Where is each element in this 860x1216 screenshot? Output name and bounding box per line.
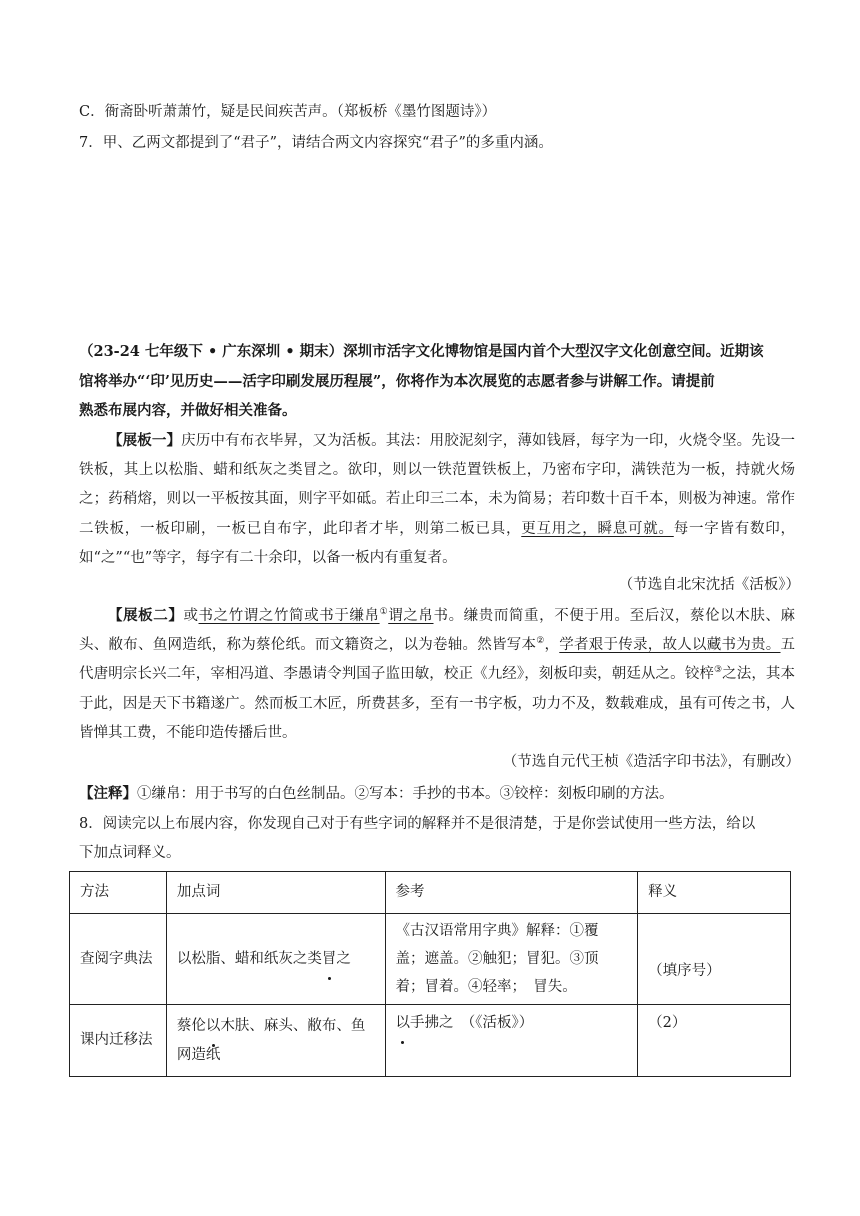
notes-label: 【注释】 <box>79 785 137 802</box>
option-c-line: C．衙斋卧听萧萧竹，疑是民间疾苦声。（郑板桥《墨竹图题诗》） <box>79 104 497 120</box>
row2-word <box>166 1005 385 1077</box>
panel-two-text-b: ， <box>544 637 560 654</box>
panel-one <box>79 426 795 573</box>
panel-one-label: 【展板一】 <box>108 432 182 449</box>
panel-one-text-b: 每一字皆有数印，如“之”“也”等字，每字有二十余印，以备一板内有重复者。 <box>79 520 795 566</box>
panel-two <box>79 601 795 748</box>
header-meaning: 释义 <box>638 872 791 914</box>
intro-line-1: （23-24 七年级下 • 广东深圳 • 期末）深圳市活字文化博物馆是国内首个大型汉字文化创意空间。近期该 <box>79 343 764 360</box>
row2-answer: （2） <box>638 1005 791 1077</box>
panel-two-underlined-1: 书之竹谓之竹简或书于缣帛 <box>198 608 380 624</box>
panel-one-underlined: 更互用之，瞬息可就。 <box>521 520 674 537</box>
row2-word-pre: 蔡伦 <box>176 1017 206 1034</box>
intro-line-2: 馆将举办“‘印’见历史——活字印刷发展历程展”，你将作为本次展览的志愿者参与讲解工作。请提前 <box>79 373 715 390</box>
row1-word-pre: 以松脂、蜡和纸灰之类 <box>176 950 322 967</box>
row2-word-post: 木肤、麻头、敝布、鱼网造纸 <box>176 1017 366 1063</box>
panel-one-source: （节选自北宋沈括《活板》） <box>618 577 800 593</box>
row2-ref-post: 手拂之 （《活板》） <box>410 1015 534 1031</box>
row1-answer: （填序号） <box>638 914 791 1005</box>
row1-word-post: 之 <box>336 950 351 967</box>
panel-two-text-a: 书。缣贵而简重，不便于用。至后汉，蔡伦以木肤、麻头、敝布、鱼网造纸，称为蔡伦纸。而文籍资之，以为卷轴。然皆写本 <box>79 608 796 654</box>
header-word: 加点词 <box>166 872 385 914</box>
header-method: 方法 <box>70 872 167 914</box>
panel-two-text-d: 之法，其本于此，因是天下书籍遂广。然而板工木匠，所费甚多，至有一书字板，功力不及，数载难成，虽有可传之书，人皆惮其工费，不能印造传播后世。 <box>79 666 796 741</box>
question-7: 7．甲、乙两文都提到了“君子”，请结合两文内容探究“君子”的多重内涵。 <box>79 135 553 151</box>
panel-two-pre: 或 <box>183 608 199 624</box>
table-row <box>70 914 791 1005</box>
footnote-mark-3: ③ <box>713 665 723 676</box>
row1-method: 查阅字典法 <box>70 914 167 1005</box>
question-8-line-2: 下加点词释义。 <box>79 845 181 861</box>
row2-dotted-char: 以 <box>206 1012 221 1041</box>
notes-line <box>79 784 674 804</box>
vocabulary-table <box>69 871 791 1077</box>
row2-reference <box>385 1005 638 1077</box>
row1-dotted-char: 冒 <box>322 945 337 974</box>
row1-reference: 《古汉语常用字典》解释：①覆盖；遮盖。②触犯；冒犯。③顶着；冒着。④轻率； 冒失。 <box>385 914 638 1005</box>
row1-word <box>166 914 385 1005</box>
panel-two-source: （节选自元代王桢《造活字印书法》，有删改） <box>502 754 800 770</box>
table-row <box>70 1005 791 1077</box>
notes-text: ①缣帛：用于书写的白色丝制品。②写本：手抄的书本。③铰梓：刻板印刷的方法。 <box>137 786 674 802</box>
panel-two-label: 【展板二】 <box>108 607 184 624</box>
question-8-line-1: 8．阅读完以上布展内容，你发现自己对于有些字词的解释并不是很清楚，于是你尝试使用一些方法，给以 <box>79 816 756 832</box>
panel-one-text-a: 庆历中有布衣毕昇，又为活板。其法：用胶泥刻字，薄如钱唇，每字为一印，火烧令坚。先设一铁板，其上以松脂、蜡和纸灰之类冒之。欲印，则以一铁范置铁板上，乃密布字印，满铁范为一板，持就火炀之；药稍熔，则以一平板按其面，则字平如砥。若止印三二本，未为简易；若印数十百千本，则极为神速。常作二铁板，一板印刷，一板已自布字，此印者才毕，则第二板已具， <box>79 433 796 537</box>
row2-ref-dotted-char: 以 <box>396 1009 411 1038</box>
intro-line-3: 熟悉布展内容，并做好相关准备。 <box>79 402 297 419</box>
footnote-mark-2: ② <box>536 636 545 647</box>
header-reference: 参考 <box>385 872 638 914</box>
table-header-row <box>70 872 791 914</box>
footnote-mark-1: ① <box>379 607 389 618</box>
panel-two-underlined-2: 学者艰于传录，故人以藏书为贵。 <box>559 637 781 654</box>
panel-two-underlined-1b: 谓之帛 <box>388 608 434 624</box>
row2-method: 课内迁移法 <box>70 1005 167 1077</box>
panel-two-text-c: 五代唐明宗长兴二年，宰相冯道、李愚请令判国子监田敏，校正《九经》，刻板印卖，朝廷从之。铰梓 <box>79 637 796 683</box>
